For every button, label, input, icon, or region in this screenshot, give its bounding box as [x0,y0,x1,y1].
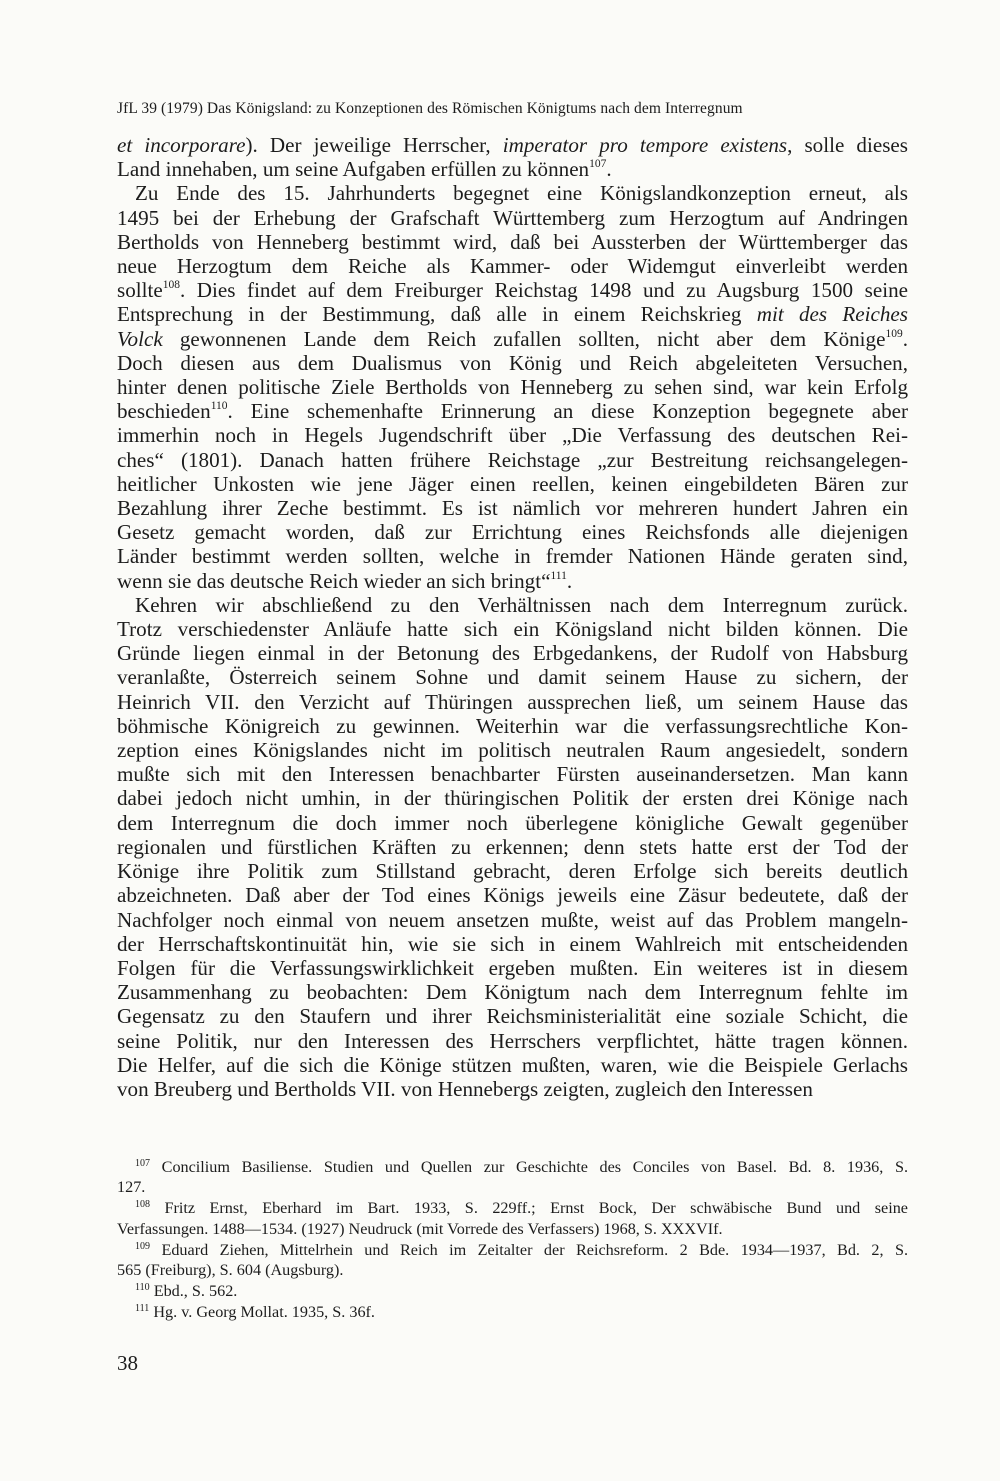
text-run: seine Politik, nur den Interessen des Herrschers verpflichtet, hätte tragen können. [117,1028,908,1053]
text-run: regionalen und fürstlichen Kräften zu erkennen; denn stets hatte erst der Tod der [117,834,908,859]
text-line [117,714,908,738]
text-run: . [566,568,573,593]
text-line [117,956,908,980]
text-line [117,665,908,689]
text-run: böhmische Königreich zu gewinnen. Weiterhin war die verfassungsrechtliche Kon- [117,713,908,738]
text-line [117,181,908,205]
footnote-ref: 107 [589,158,607,171]
footnote-text: Verfassungen. 1488—1534. (1927) Neudruck (mit Vorrede des Verfassers) 1968, S. XXXVIf. [117,1219,723,1238]
text-run: der Herrschaftskontinuität hin, wie sie sich in einem Wahlreich mit entscheidenden [117,931,908,956]
text-run: hinter denen politische Ziele Bertholds von Henneberg zu sehen sind, war kein Erfolg [117,375,908,400]
text-run: Gesetz gemacht worden, daß zur Errichtung eines Reichsfonds alle diejenigen [117,520,908,545]
text-line [117,835,908,859]
text-run: 1495 bei der Erhebung der Grafschaft Württemberg zum Herzogtum auf Andringen [117,205,908,230]
footnote [117,1302,908,1322]
text-line [117,593,908,617]
footnote-text: 565 (Freiburg), S. 604 (Augsburg). [117,1261,344,1280]
text-line [117,399,908,423]
footnote-ref: 108 [162,279,180,292]
footnote-text: Fritz Ernst, Eberhard im Bart. 1933, S. 229ff.; Ernst Bock, Der schwäbische Bund und seine [164,1199,908,1218]
footnote-line [117,1281,908,1301]
text-line [117,278,908,302]
text-run: ches“ (1801). Danach hatten frühere Reichstage „zur Bestreitung reichsangelegen- [117,447,908,472]
text-run: veranlaßte, Österreich seinem Sohne und damit seinem Hause zu sichern, der [117,665,908,690]
text-run: Zu Ende des 15. Jahrhunderts begegnet eine Königslandkonzeption erneut, als [135,181,908,206]
text-line [117,908,908,932]
text-line [117,1077,908,1101]
footnote-line [117,1260,908,1280]
body-text [117,133,908,1101]
footnote-text: Eduard Ziehen, Mittelrhein und Reich im Zeitalter der Reichsreform. 2 Bde. 1934—1937, Bd. 2, S. [161,1240,909,1259]
text-run: Folgen für die Verfassungswirklichkeit ergeben mußten. Ein weiteres ist in diesem [117,955,908,980]
text-line [117,423,908,447]
text-run: mit des Reiches [756,302,908,327]
text-run: zeption eines Königslandes nicht im politisch neutralen Raum angesiedelt, sondern [117,738,908,763]
text-line [117,811,908,835]
text-line [117,569,908,593]
footnote [117,1240,908,1280]
text-line [117,1004,908,1028]
footnote-ref: 111 [550,569,567,582]
text-run: ). Der jeweilige Herrscher, [245,133,503,157]
text-line [117,351,908,375]
footnote-line [117,1157,908,1177]
text-line [117,980,908,1004]
text-run: immerhin noch in Hegels Jugendschrift über „Die Verfassung des deutschen Rei- [117,423,908,448]
footnote-number: 107 [135,1158,150,1169]
footnote-ref: 109 [885,327,903,340]
text-run: imperator pro tempore existens [502,133,788,157]
text-line [117,859,908,883]
footnote-ref: 110 [210,400,228,413]
text-line [117,230,908,254]
text-line [117,762,908,786]
text-run: Heinrich VII. den Verzicht auf Thüringen aussprechen ließ, um seinem Hause das [117,689,908,714]
text-line [117,932,908,956]
text-line [117,690,908,714]
text-line [117,617,908,641]
text-run: von Breuberg und Bertholds VII. von Hennebergs zeigten, zugleich den Interessen [117,1076,813,1101]
text-line [117,254,908,278]
text-line [117,544,908,568]
text-run: Kehren wir abschließend zu den Verhältnissen nach dem Interregnum zurück. [135,592,908,617]
text-run: Entsprechung in der Bestimmung, daß alle in einem Reichskrieg [117,302,757,327]
text-run: beschieden [117,399,211,424]
footnote-number: 108 [135,1199,150,1211]
page-number: 38 [117,1351,138,1375]
footnote [117,1281,908,1301]
running-head: JfL 39 (1979) Das Königsland: zu Konzeptionen des Römischen Königtums nach dem Interregnum [117,100,743,117]
text-line [117,641,908,665]
text-line [117,786,908,810]
text-line [117,520,908,544]
text-line [117,206,908,230]
text-line [117,448,908,472]
text-run: Länder bestimmt werden sollten, welche in fremder Nationen Hände geraten sind, [117,544,908,569]
text-run: Bertholds von Henneberg bestimmt wird, daß bei Aussterben der Württemberger das [117,229,908,254]
text-run: , solle dieses [787,133,908,157]
text-line [117,1053,908,1077]
footnote-text: Concilium Basiliense. Studien und Quellen zur Geschichte des Conciles von Basel. Bd. 8. 1936, S. [161,1158,908,1176]
text-run: Trotz verschiedenster Anläufe hatte sich ein Königsland nicht bilden können. Die [117,617,908,642]
text-line [117,133,908,157]
text-line [117,302,908,326]
text-run: Die Helfer, auf die sich die Könige stützen mußten, waren, wie die Beispiele Gerlachs [117,1052,908,1077]
text-line [117,496,908,520]
text-line [117,375,908,399]
footnote-line [117,1240,908,1260]
text-run: sollte [117,278,163,303]
text-run: heitlicher Unkosten wie jene Jäger einen reellen, keinen eingebildeten Bären zur [117,471,908,496]
text-run: Volck [117,326,163,351]
text-run: Nachfolger noch einmal von neuem ansetzen mußte, weist auf das Problem mangeln- [117,907,908,932]
footnote [117,1198,908,1238]
text-run: Gründe liegen einmal in der Betonung des Erbgedankens, der Rudolf von Habsburg [117,641,908,666]
footnote [117,1157,908,1197]
text-run: Bezahlung ihrer Zeche bestimmt. Es ist nämlich vor mehreren hundert Jahren ein [117,496,908,521]
text-run: Doch diesen aus dem Dualismus von König und Reich abgeleiteten Versuchen, [117,350,908,375]
footnote-number: 109 [135,1240,150,1252]
text-run: neue Herzogtum dem Reiche als Kammer- oder Widemgut einverleibt werden [117,254,908,279]
text-run: . Eine schemenhafte Erinnerung an diese Konzeption begegnete aber [227,399,908,424]
text-line [117,327,908,351]
text-run: . [606,157,612,182]
text-run: Land innehaben, um seine Aufgaben erfüllen zu können [117,157,590,182]
footnote-number: 111 [135,1303,150,1315]
text-run: mußte sich mit den Interessen benachbarter Fürsten auseinandersetzen. Man kann [117,762,908,787]
footnote-number: 110 [135,1282,150,1294]
text-line [117,1029,908,1053]
text-run: Könige ihre Politik zum Stillstand gebracht, deren Erfolge sich bereits deutlich [117,859,908,884]
text-run: gewonnenen Lande dem Reich zufallen sollten, nicht aber dem Könige [162,326,886,351]
footnotes [117,1157,908,1324]
text-run: . [902,326,908,351]
footnote-line [117,1219,908,1239]
text-run: dabei jedoch nicht umhin, in der thüringischen Politik der ersten drei Könige nach [117,786,908,811]
text-line [117,883,908,907]
footnote-text: Hg. v. Georg Mollat. 1935, S. 36f. [153,1303,375,1322]
text-line [117,157,908,181]
text-run: Gegensatz zu den Staufern und ihrer Reichsministerialität eine soziale Schicht, die [117,1004,908,1029]
text-run: abzeichneten. Daß aber der Tod eines Königs jeweils eine Zäsur bedeutete, daß der [117,883,908,908]
text-run: . Dies findet auf dem Freiburger Reichstag 1498 und zu Augsburg 1500 seine [179,278,908,303]
text-line [117,738,908,762]
text-run: et incorporare [117,133,246,157]
footnote-line [117,1177,908,1197]
text-run: wenn sie das deutsche Reich wieder an sich bringt“ [117,568,551,593]
text-run: dem Interregnum die doch immer noch überlegene königliche Gewalt gegenüber [117,810,908,835]
footnote-text: Ebd., S. 562. [153,1282,238,1301]
text-run: Zusammenhang zu beobachten: Dem Königtum nach dem Interregnum fehlte im [117,980,908,1005]
footnote-text: 127. [117,1178,146,1197]
footnote-line [117,1198,908,1218]
text-line [117,472,908,496]
footnote-line [117,1302,908,1322]
